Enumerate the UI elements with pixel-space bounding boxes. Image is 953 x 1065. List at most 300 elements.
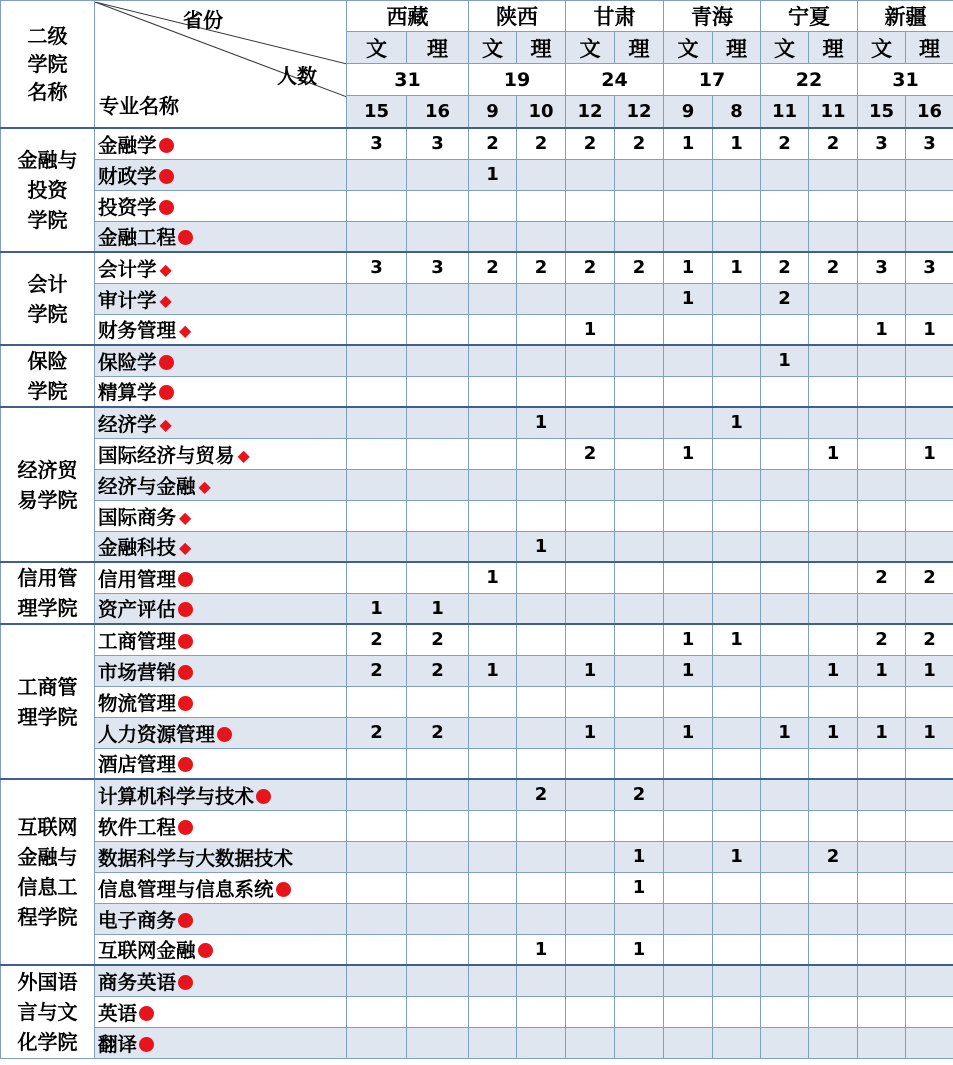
- quota-cell: [761, 190, 809, 221]
- quota-cell: [713, 810, 761, 841]
- college-name: 经济贸 易学院: [1, 407, 95, 562]
- quota-cell: [469, 190, 517, 221]
- quota-cell: [713, 903, 761, 934]
- red-diamond-icon: ◆: [179, 321, 192, 341]
- table-row: [1, 500, 953, 531]
- quota-cell: [809, 345, 858, 376]
- quota-cell: [566, 996, 615, 1027]
- quota-cell: [858, 779, 906, 810]
- quota-cell: 2: [347, 624, 407, 655]
- major-name: 国际经济与贸易: [98, 443, 235, 467]
- quota-cell: [566, 345, 615, 376]
- quota-cell: [761, 469, 809, 500]
- major-name-cell: [95, 872, 347, 903]
- quota-cell: [664, 903, 713, 934]
- quota-cell: 3: [858, 252, 906, 283]
- major-name: 人力资源管理: [98, 722, 216, 746]
- table-row: [1, 841, 953, 872]
- quota-cell: [469, 965, 517, 996]
- major-name-cell: [95, 314, 347, 345]
- quota-cell: [906, 531, 953, 562]
- quota-cell: [615, 624, 664, 655]
- header-province-row: [1, 1, 953, 32]
- major-name-cell: [95, 469, 347, 500]
- table-row: [1, 190, 953, 221]
- quota-cell: [858, 686, 906, 717]
- corner-province-label: 省份: [183, 7, 223, 32]
- quota-cell: [517, 1027, 566, 1058]
- red-dot-icon: [256, 789, 271, 804]
- quota-cell: [469, 376, 517, 407]
- table-row: [1, 283, 953, 314]
- quota-cell: 2: [469, 128, 517, 159]
- quota-cell: [761, 779, 809, 810]
- quota-cell: [566, 965, 615, 996]
- table-row: [1, 593, 953, 624]
- major-name: 经济学: [98, 412, 157, 436]
- quota-cell: [615, 903, 664, 934]
- quota-cell: [347, 438, 407, 469]
- quota-cell: [713, 934, 761, 965]
- quota-cell: 2: [906, 562, 953, 593]
- quota-cell: [858, 376, 906, 407]
- red-diamond-icon: ◆: [179, 538, 192, 558]
- quota-cell: 1: [858, 717, 906, 748]
- quota-cell: [906, 996, 953, 1027]
- quota-cell: [469, 221, 517, 252]
- quota-cell: [664, 190, 713, 221]
- quota-cell: [809, 748, 858, 779]
- quota-cell: [664, 872, 713, 903]
- quota-cell: [761, 1027, 809, 1058]
- quota-cell: [713, 314, 761, 345]
- quota-cell: [347, 748, 407, 779]
- table-row: [1, 438, 953, 469]
- major-name: 财务管理: [98, 319, 177, 343]
- quota-cell: [469, 717, 517, 748]
- quota-cell: [713, 779, 761, 810]
- quota-cell: [566, 841, 615, 872]
- table-row: [1, 345, 953, 376]
- quota-cell: [761, 965, 809, 996]
- quota-cell: [566, 283, 615, 314]
- quota-cell: [906, 841, 953, 872]
- major-name: 审计学: [98, 288, 157, 312]
- quota-cell: [517, 562, 566, 593]
- quota-cell: [858, 469, 906, 500]
- quota-cell: 1: [858, 314, 906, 345]
- track-header: 理: [713, 32, 761, 64]
- quota-cell: [906, 469, 953, 500]
- quota-cell: [664, 779, 713, 810]
- major-name-cell: [95, 593, 347, 624]
- quota-cell: [407, 469, 469, 500]
- quota-cell: [469, 407, 517, 438]
- quota-cell: [664, 562, 713, 593]
- quota-cell: [761, 748, 809, 779]
- quota-cell: [664, 686, 713, 717]
- quota-cell: [407, 438, 469, 469]
- major-name-cell: [95, 717, 347, 748]
- quota-cell: [566, 593, 615, 624]
- quota-cell: [347, 314, 407, 345]
- quota-cell: [566, 190, 615, 221]
- quota-cell: 1: [664, 283, 713, 314]
- major-name: 英语: [98, 1001, 138, 1025]
- quota-cell: [858, 996, 906, 1027]
- quota-cell: 1: [713, 407, 761, 438]
- red-dot-icon: [178, 820, 193, 835]
- quota-cell: [761, 407, 809, 438]
- quota-cell: [906, 748, 953, 779]
- quota-cell: [347, 221, 407, 252]
- quota-cell: 1: [858, 655, 906, 686]
- table-row: [1, 624, 953, 655]
- quota-cell: [664, 469, 713, 500]
- quota-cell: [566, 531, 615, 562]
- quota-cell: [906, 779, 953, 810]
- quota-cell: 1: [713, 128, 761, 159]
- quota-cell: [517, 314, 566, 345]
- quota-cell: [517, 872, 566, 903]
- quota-cell: [713, 283, 761, 314]
- quota-cell: 2: [858, 624, 906, 655]
- quota-cell: [407, 965, 469, 996]
- college-name: 外国语 言与文 化学院: [1, 965, 95, 1058]
- quota-cell: [517, 469, 566, 500]
- province-total: 31: [858, 64, 953, 96]
- college-name: 保险 学院: [1, 345, 95, 407]
- quota-cell: [566, 872, 615, 903]
- major-name-cell: [95, 841, 347, 872]
- quota-cell: [615, 717, 664, 748]
- quota-cell: 1: [664, 438, 713, 469]
- quota-cell: [664, 593, 713, 624]
- quota-cell: 1: [469, 562, 517, 593]
- quota-cell: [517, 438, 566, 469]
- quota-cell: [407, 159, 469, 190]
- quota-cell: [761, 314, 809, 345]
- quota-cell: 1: [664, 655, 713, 686]
- quota-cell: 2: [407, 655, 469, 686]
- table-row: [1, 717, 953, 748]
- quota-cell: [809, 934, 858, 965]
- track-header: 文: [347, 32, 407, 64]
- quota-cell: [566, 469, 615, 500]
- quota-cell: [664, 1027, 713, 1058]
- major-name: 国际商务: [98, 505, 177, 529]
- quota-cell: [407, 221, 469, 252]
- corner-count-label: 人数: [277, 63, 317, 88]
- major-name: 金融学: [98, 133, 157, 157]
- quota-cell: 2: [761, 252, 809, 283]
- major-name-cell: [95, 531, 347, 562]
- track-total: 9: [664, 96, 713, 129]
- quota-cell: [761, 686, 809, 717]
- quota-cell: [517, 841, 566, 872]
- quota-cell: [517, 903, 566, 934]
- quota-cell: [858, 841, 906, 872]
- quota-cell: [713, 531, 761, 562]
- quota-cell: 1: [809, 438, 858, 469]
- table-row: [1, 779, 953, 810]
- quota-cell: [713, 221, 761, 252]
- quota-cell: 1: [664, 252, 713, 283]
- track-header: 理: [407, 32, 469, 64]
- quota-cell: 1: [809, 655, 858, 686]
- quota-cell: [906, 500, 953, 531]
- quota-cell: [517, 810, 566, 841]
- quota-cell: [615, 438, 664, 469]
- red-dot-icon: [159, 169, 174, 184]
- major-name: 信用管理: [98, 567, 177, 591]
- quota-cell: [761, 376, 809, 407]
- province-total: 19: [469, 64, 566, 96]
- major-name-cell: [95, 810, 347, 841]
- table-row: [1, 934, 953, 965]
- quota-cell: 1: [469, 655, 517, 686]
- table-row: [1, 1027, 953, 1058]
- quota-cell: [469, 934, 517, 965]
- quota-cell: [469, 686, 517, 717]
- quota-cell: 1: [615, 872, 664, 903]
- major-name: 数据科学与大数据技术: [98, 846, 294, 870]
- quota-cell: 2: [615, 779, 664, 810]
- major-name: 市场营销: [98, 660, 177, 684]
- track-total: 12: [566, 96, 615, 129]
- quota-cell: 1: [615, 934, 664, 965]
- track-total: 16: [906, 96, 953, 129]
- quota-cell: [347, 159, 407, 190]
- track-total: 12: [615, 96, 664, 129]
- quota-cell: 3: [858, 128, 906, 159]
- quota-cell: [566, 500, 615, 531]
- quota-cell: [761, 593, 809, 624]
- quota-cell: [906, 376, 953, 407]
- major-name-cell: [95, 996, 347, 1027]
- quota-cell: [809, 531, 858, 562]
- quota-cell: [858, 593, 906, 624]
- quota-cell: [858, 531, 906, 562]
- track-header: 文: [858, 32, 906, 64]
- quota-cell: [809, 283, 858, 314]
- quota-cell: [347, 562, 407, 593]
- major-name-cell: [95, 686, 347, 717]
- quota-cell: [517, 221, 566, 252]
- quota-cell: [347, 965, 407, 996]
- quota-cell: [566, 221, 615, 252]
- quota-cell: 1: [664, 717, 713, 748]
- major-name: 互联网金融: [98, 939, 196, 963]
- quota-cell: [615, 407, 664, 438]
- table-row: [1, 531, 953, 562]
- quota-cell: [761, 872, 809, 903]
- quota-cell: [615, 283, 664, 314]
- quota-cell: [407, 841, 469, 872]
- major-name-cell: [95, 562, 347, 593]
- quota-cell: [517, 159, 566, 190]
- quota-cell: [761, 500, 809, 531]
- quota-cell: 2: [809, 252, 858, 283]
- table-row: [1, 376, 953, 407]
- quota-cell: 1: [713, 841, 761, 872]
- quota-cell: [858, 748, 906, 779]
- quota-cell: [664, 841, 713, 872]
- quota-cell: [469, 438, 517, 469]
- quota-cell: [713, 159, 761, 190]
- quota-cell: [664, 221, 713, 252]
- quota-cell: [713, 562, 761, 593]
- quota-cell: 1: [517, 531, 566, 562]
- quota-cell: [858, 438, 906, 469]
- quota-cell: [664, 407, 713, 438]
- quota-cell: [615, 1027, 664, 1058]
- table-row: [1, 159, 953, 190]
- quota-cell: 1: [407, 593, 469, 624]
- quota-cell: 2: [517, 252, 566, 283]
- quota-cell: [906, 190, 953, 221]
- quota-cell: [761, 810, 809, 841]
- quota-cell: [347, 872, 407, 903]
- quota-cell: [566, 624, 615, 655]
- major-name-cell: [95, 221, 347, 252]
- quota-cell: 1: [761, 345, 809, 376]
- quota-cell: [809, 686, 858, 717]
- quota-cell: [664, 934, 713, 965]
- red-dot-icon: [217, 727, 232, 742]
- college-name: 互联网 金融与 信息工 程学院: [1, 779, 95, 965]
- quota-cell: [858, 934, 906, 965]
- quota-cell: [906, 810, 953, 841]
- quota-cell: [347, 996, 407, 1027]
- table-row: [1, 252, 953, 283]
- quota-cell: [713, 376, 761, 407]
- quota-cell: 2: [615, 128, 664, 159]
- quota-cell: 1: [566, 655, 615, 686]
- quota-cell: [858, 500, 906, 531]
- quota-cell: [809, 903, 858, 934]
- quota-cell: [517, 686, 566, 717]
- quota-cell: [858, 903, 906, 934]
- quota-cell: [713, 500, 761, 531]
- province-header: 陕西: [469, 1, 566, 32]
- track-total: 8: [713, 96, 761, 129]
- quota-cell: 1: [566, 314, 615, 345]
- quota-cell: [906, 159, 953, 190]
- quota-cell: [713, 717, 761, 748]
- quota-cell: [906, 593, 953, 624]
- quota-cell: [407, 531, 469, 562]
- quota-cell: [407, 407, 469, 438]
- corner-header-box: [95, 2, 347, 127]
- major-name: 软件工程: [98, 815, 177, 839]
- red-dot-icon: [159, 138, 174, 153]
- quota-cell: 2: [566, 438, 615, 469]
- quota-cell: [809, 159, 858, 190]
- quota-cell: [809, 221, 858, 252]
- province-total: 24: [566, 64, 664, 96]
- quota-cell: [517, 283, 566, 314]
- quota-cell: 2: [858, 562, 906, 593]
- quota-cell: [615, 562, 664, 593]
- quota-cell: 1: [517, 934, 566, 965]
- quota-cell: 1: [761, 717, 809, 748]
- red-dot-icon: [276, 882, 291, 897]
- quota-cell: [615, 314, 664, 345]
- quota-cell: [517, 655, 566, 686]
- quota-cell: [713, 748, 761, 779]
- quota-cell: [517, 624, 566, 655]
- quota-cell: 2: [517, 128, 566, 159]
- quota-cell: [407, 779, 469, 810]
- red-dot-icon: [139, 1006, 154, 1021]
- quota-cell: 2: [566, 128, 615, 159]
- quota-cell: [615, 593, 664, 624]
- red-dot-icon: [159, 385, 174, 400]
- quota-cell: [407, 376, 469, 407]
- quota-cell: 2: [407, 717, 469, 748]
- major-name: 金融科技: [98, 536, 177, 560]
- red-dot-icon: [178, 696, 193, 711]
- quota-cell: [664, 965, 713, 996]
- major-name-cell: [95, 624, 347, 655]
- quota-cell: 1: [906, 438, 953, 469]
- quota-cell: 3: [407, 252, 469, 283]
- quota-cell: [713, 872, 761, 903]
- red-dot-icon: [178, 975, 193, 990]
- major-name-cell: [95, 500, 347, 531]
- quota-cell: [469, 779, 517, 810]
- quota-cell: [517, 996, 566, 1027]
- quota-cell: [858, 190, 906, 221]
- red-dot-icon: [178, 665, 193, 680]
- quota-cell: [347, 810, 407, 841]
- quota-cell: [809, 469, 858, 500]
- track-header: 文: [664, 32, 713, 64]
- table-row: [1, 810, 953, 841]
- major-name: 财政学: [98, 164, 157, 188]
- quota-cell: [407, 562, 469, 593]
- quota-cell: [347, 779, 407, 810]
- quota-cell: [469, 593, 517, 624]
- major-name-cell: [95, 376, 347, 407]
- track-total: 15: [347, 96, 407, 129]
- province-header: 新疆: [858, 1, 953, 32]
- major-name-cell: [95, 345, 347, 376]
- table-row: [1, 748, 953, 779]
- quota-cell: 1: [517, 407, 566, 438]
- quota-cell: [615, 531, 664, 562]
- quota-cell: [407, 903, 469, 934]
- quota-cell: [858, 1027, 906, 1058]
- quota-cell: [664, 810, 713, 841]
- quota-cell: [566, 686, 615, 717]
- quota-cell: [858, 283, 906, 314]
- table-row: [1, 562, 953, 593]
- quota-cell: 2: [407, 624, 469, 655]
- table-row: [1, 686, 953, 717]
- major-name: 金融工程: [98, 226, 177, 250]
- red-dot-icon: [159, 355, 174, 370]
- quota-cell: [469, 345, 517, 376]
- track-total: 9: [469, 96, 517, 129]
- corner-major-label: 专业名称: [99, 93, 179, 118]
- college-name: 信用管 理学院: [1, 562, 95, 624]
- quota-cell: [407, 314, 469, 345]
- quota-cell: [566, 903, 615, 934]
- quota-cell: [615, 965, 664, 996]
- quota-cell: [517, 748, 566, 779]
